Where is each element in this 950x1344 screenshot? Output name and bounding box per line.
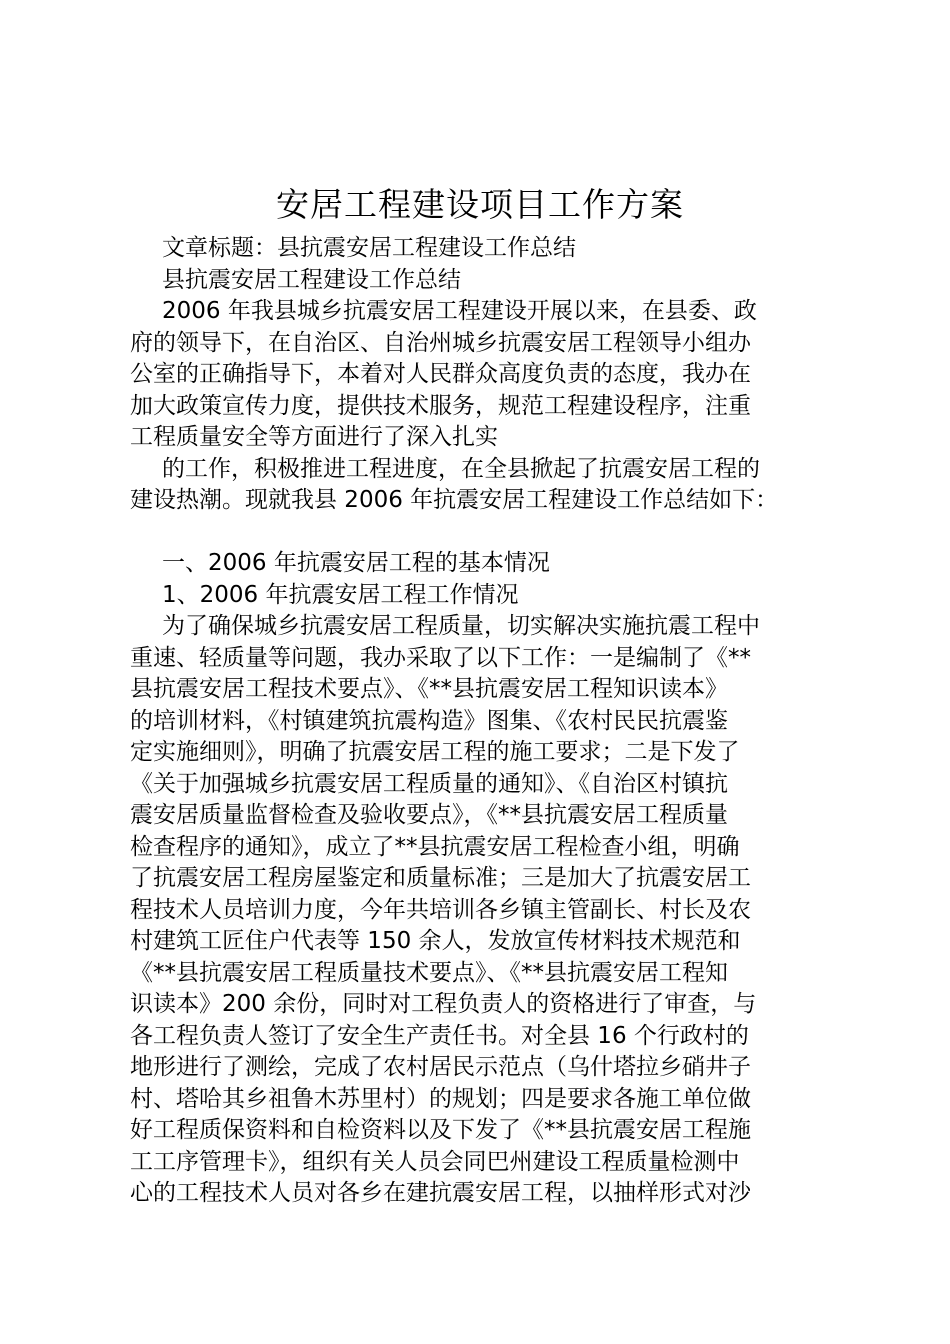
- text-line: 好工程质保资料和自检资料以及下发了《**县抗震安居工程施: [130, 1117, 751, 1143]
- text-line: 心的工程技术人员对各乡在建抗震安居工程，以抽样形式对沙: [130, 1180, 751, 1206]
- document-title: 安居工程建设项目工作方案: [276, 185, 684, 224]
- text-line: 加大政策宣传力度，提供技术服务，规范工程建设程序，注重: [130, 392, 751, 419]
- text-line: 县抗震安居工程技术要点》、《**县抗震安居工程知识读本》: [130, 676, 728, 702]
- text-line: 工程质量安全等方面进行了深入扎实: [130, 424, 498, 450]
- text-line: 村、塔哈其乡祖鲁木苏里村）的规划；四是要求各施工单位做: [130, 1085, 751, 1112]
- text-line: 村建筑工匠住户代表等 150 余人，发放宣传材料技术规范和: [130, 928, 741, 954]
- text-line: 识读本》200 余份，同时对工程负责人的资格进行了审查，与: [130, 991, 757, 1017]
- blank-line: [130, 517, 830, 549]
- text-line: 府的领导下，在自治区、自治州城乡抗震安居工程领导小组办: [130, 329, 751, 356]
- text-line: 的培训材料，《村镇建筑抗震构造》图集、《农村民民抗震鉴: [130, 707, 728, 734]
- text-line: 文章标题：县抗震安居工程建设工作总结: [162, 235, 576, 261]
- document-body: [130, 233, 830, 1210]
- text-line: 2006 年我县城乡抗震安居工程建设开展以来，在县委、政: [162, 298, 757, 324]
- text-line: 重速、轻质量等问题，我办采取了以下工作：一是编制了《**: [130, 644, 751, 671]
- text-line: 的工作，积极推进工程进度，在全县掀起了抗震安居工程的: [162, 455, 760, 482]
- text-line: 一、2006 年抗震安居工程的基本情况: [162, 550, 550, 576]
- text-line: 定实施细则》，明确了抗震安居工程的施工要求；二是下发了: [130, 739, 740, 765]
- text-line: 为了确保城乡抗震安居工程质量，切实解决实施抗震工程中: [162, 613, 760, 639]
- text-line: 《关于加强城乡抗震安居工程质量的通知》、《自治区村镇抗: [130, 770, 728, 797]
- text-line: 各工程负责人签订了安全生产责任书。对全县 16 个行政村的: [130, 1022, 749, 1049]
- text-line: 了抗震安居工程房屋鉴定和质量标准；三是加大了抗震安居工: [130, 865, 751, 891]
- text-line: 1、2006 年抗震安居工程工作情况: [162, 581, 519, 608]
- text-line: 县抗震安居工程建设工作总结: [162, 266, 461, 293]
- text-line: 地形进行了测绘，完成了农村居民示范点（乌什塔拉乡硝井子: [130, 1054, 751, 1080]
- text-line: 震安居质量监督检查及验收要点》，《**县抗震安居工程质量: [130, 802, 728, 828]
- text-line: 公室的正确指导下，本着对人民群众高度负责的态度，我办在: [130, 361, 751, 387]
- text-line: 《**县抗震安居工程质量技术要点》、《**县抗震安居工程知: [130, 959, 728, 986]
- text-line: 建设热潮。现就我县 2006 年抗震安居工程建设工作总结如下：: [130, 487, 779, 513]
- text-line: 检查程序的通知》，成立了**县抗震安居工程检查小组，明确: [130, 833, 740, 860]
- text-line: 工工序管理卡》，组织有关人员会同巴州建设工程质量检测中: [130, 1148, 740, 1175]
- text-line: 程技术人员培训力度，今年共培训各乡镇主管副长、村长及农: [130, 896, 751, 923]
